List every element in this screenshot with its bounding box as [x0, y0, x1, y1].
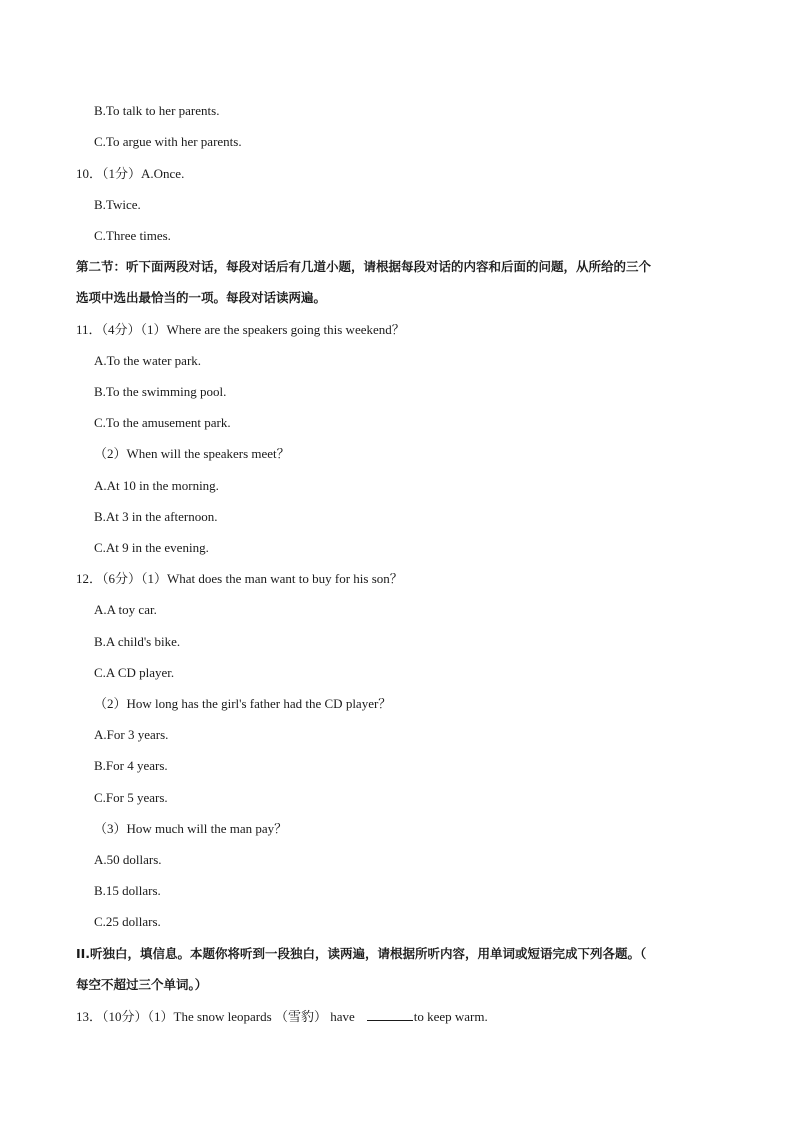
q9-option-c: C.To argue with her parents.: [94, 134, 242, 149]
q10-stem: 10．（1分）A.Once.: [76, 166, 185, 181]
section2-instruction-line2: 选项中选出最恰当的一项。每段对话读两遍。: [76, 290, 327, 305]
q12-2-option-b: B.For 4 years.: [94, 758, 168, 773]
q13-stem-before-blank: 13．（10分）（1）The snow leopards （雪豹） have: [76, 1009, 355, 1024]
q12-stem: 12．（6分）（1）What does the man want to buy for his son？: [76, 571, 403, 586]
q12-1-option-b: B.A child's bike.: [94, 634, 181, 649]
q9-option-b: B.To talk to her parents.: [94, 103, 220, 118]
q12-1-option-c: C.A CD player.: [94, 665, 175, 680]
q13-answer-blank[interactable]: [367, 1008, 413, 1021]
q11-stem: 11．（4分）（1）Where are the speakers going this weekend？: [76, 322, 405, 337]
q12-2-option-a: A.For 3 years.: [94, 727, 169, 742]
section3-instruction-line1: II.听独白，填信息。本题你将听到一段独白，读两遍，请根据所听内容，用单词或短语完成下列各题。（: [76, 946, 647, 961]
q13-stem: [76, 1008, 488, 1025]
q13-stem-after-blank: to keep warm.: [413, 1009, 488, 1024]
q11-1-option-c: C.To the amusement park.: [94, 415, 231, 430]
q12-2-option-c: C.For 5 years.: [94, 790, 168, 805]
q12-sub3-question: （3）How much will the man pay？: [94, 821, 288, 836]
q11-2-option-c: C.At 9 in the evening.: [94, 540, 209, 555]
q12-1-option-a: A.A toy car.: [94, 602, 157, 617]
q11-sub2-question: （2）When will the speakers meet？: [94, 446, 290, 461]
q12-3-option-b: B.15 dollars.: [94, 883, 161, 898]
q10-option-b: B.Twice.: [94, 197, 141, 212]
q12-3-option-a: A.50 dollars.: [94, 852, 162, 867]
section2-instruction-line1: 第二节：听下面两段对话，每段对话后有几道小题，请根据每段对话的内容和后面的问题，从所给的三个: [76, 259, 652, 274]
q12-sub2-question: （2）How long has the girl's father had the CD player？: [94, 696, 392, 711]
q11-1-option-a: A.To the water park.: [94, 353, 202, 368]
section3-instruction-line2: 每空不超过三个单词。）: [76, 977, 208, 992]
q11-2-option-a: A.At 10 in the morning.: [94, 478, 219, 493]
q10-option-c: C.Three times.: [94, 228, 171, 243]
q11-1-option-b: B.To the swimming pool.: [94, 384, 227, 399]
q11-2-option-b: B.At 3 in the afternoon.: [94, 509, 218, 524]
q12-3-option-c: C.25 dollars.: [94, 914, 161, 929]
